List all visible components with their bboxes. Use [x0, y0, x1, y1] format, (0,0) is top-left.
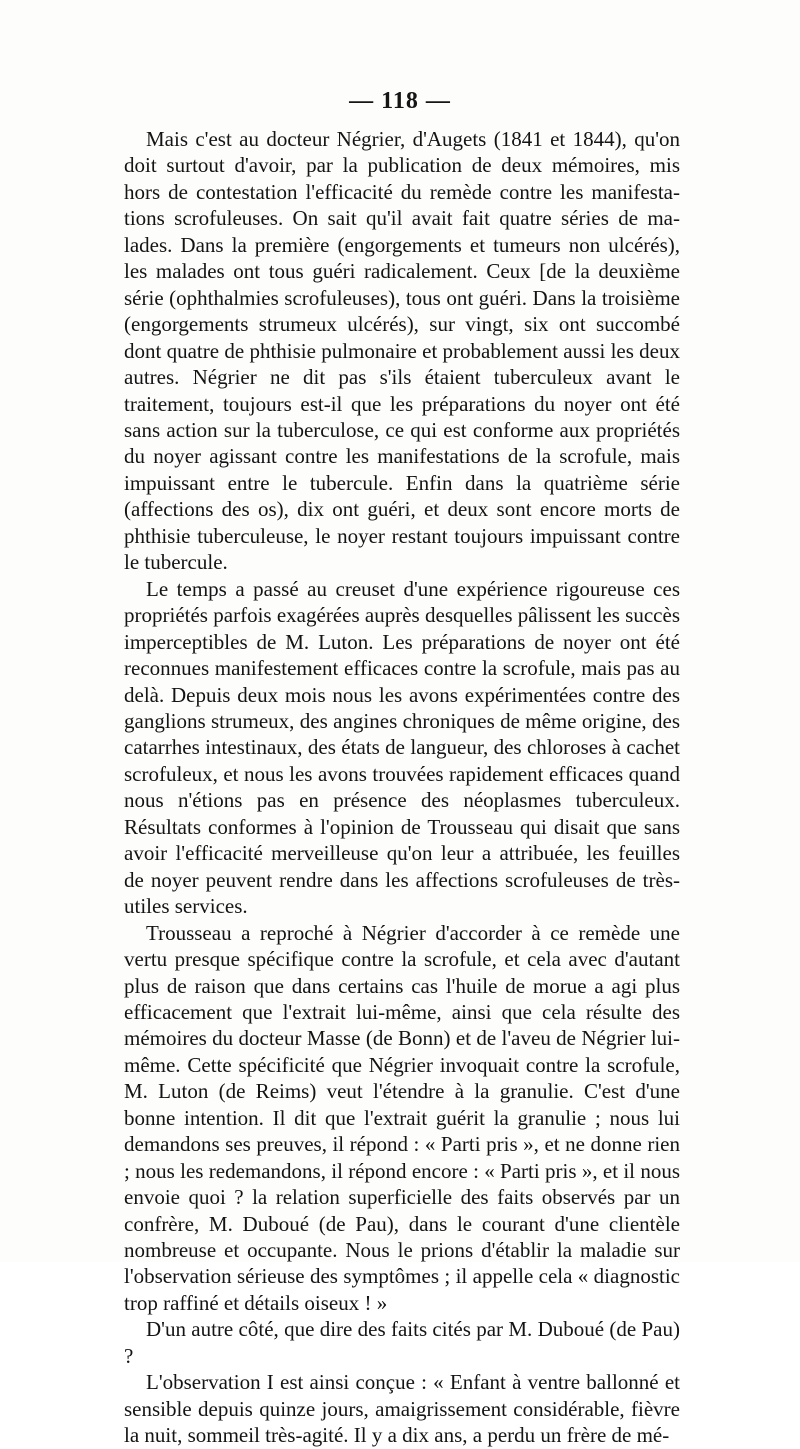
page-number: — 118 — — [349, 88, 451, 114]
paragraph-duboue-question: D'un autre côté, que dire des faits cités par M. Duboué (de Pau) ? — [124, 1317, 680, 1368]
paragraph-negrier: Mais c'est au docteur Négrier, d'Augets (1841 et 1844), qu'on doit surtout d'avoir, par la publication de deux mémoires, mis hors de contestation l'efficacité du remède contre les manifestations scrofuleuses. On sait qu'il avait fait quatre séries de malades. Dans la première (engorgements et tumeurs non ulcérés), les malades ont tous guéri radicalement. Ceux [de la deuxième série (ophthalmies scrofuleuses), tous ont guéri. Dans la troisième (engorgements strumeux ulcérés), sur vingt, six ont succombé dont quatre de phthisie pulmonaire et probablement aussi les deux autres. Négrier ne dit pas s'ils étaient tuberculeux avant le traitement, toujours est-il que les préparations du noyer ont été sans action sur la tuberculose, ce qui est conforme aux propriétés du noyer agissant contre les manifestations de la scrofule, mais impuissant entre le tubercule. Enfin dans la quatrième série (affections des os), dix ont guéri, et deux sont encore morts de phthisie tuberculeuse, le noyer restant toujours impuissant contre le tubercule. — [124, 127, 680, 575]
paragraph-experience: Le temps a passé au creuset d'une expérience rigoureuse ces propriétés parfois exagérées auprès desquelles pâlissent les succès imperceptibles de M. Luton. Les préparations de noyer ont été reconnues manifestement efficaces contre la scrofule, mais pas au delà. Depuis deux mois nous les avons expérimentées contre des ganglions strumeux, des angines chroniques de même origine, des catarrhes intestinaux, des états de langueur, des chloroses à cachet scrofuleux, et nous les avons trouvées rapidement efficaces quand nous n'étions pas en présence des néoplasmes tuberculeux. Résultats conformes à l'opinion de Trousseau qui disait que sans avoir l'efficacité merveilleuse qu'on leur a attribuée, les feuilles de noyer peuvent rendre dans les affections scrofuleuses de très-utiles services. — [124, 576, 680, 919]
paragraph-trousseau: Trousseau a reproché à Négrier d'accorder à ce remède une vertu presque spécifique contre la scrofule, et cela avec d'autant plus de raison que dans certains cas l'huile de morue a agi plus efficacement que l'extrait lui-même, ainsi que cela résulte des mémoires du docteur Masse (de Bonn) et de l'aveu de Négrier lui-même. Cette spécificité que Négrier invoquait contre la scrofule, M. Luton (de Reims) veut l'étendre à la granulie. C'est d'une bonne intention. Il dit que l'extrait guérit la granulie ; nous lui demandons ses preuves, il répond : « Parti pris », et ne donne rien ; nous les redemandons, il répond encore : « Parti pris », et il nous envoie quoi ? la relation superficielle des faits observés par un confrère, M. Duboué (de Pau), dans le courant d'une clientèle nombreuse et occupante. Nous le prions d'établir la maladie sur l'observation sérieuse des symptômes ; il appelle cela « diagnostic trop raffiné et détails oiseux ! » — [124, 920, 680, 1315]
body-text — [124, 126, 680, 1449]
paragraph-observation: L'observation I est ainsi conçue : « Enfant à ventre ballonné et sensible depuis quinze jours, amaigrissement considérable, fièvre la nuit, sommeil très-agité. Il y a dix ans, a perdu un frère de mé- — [124, 1370, 680, 1448]
